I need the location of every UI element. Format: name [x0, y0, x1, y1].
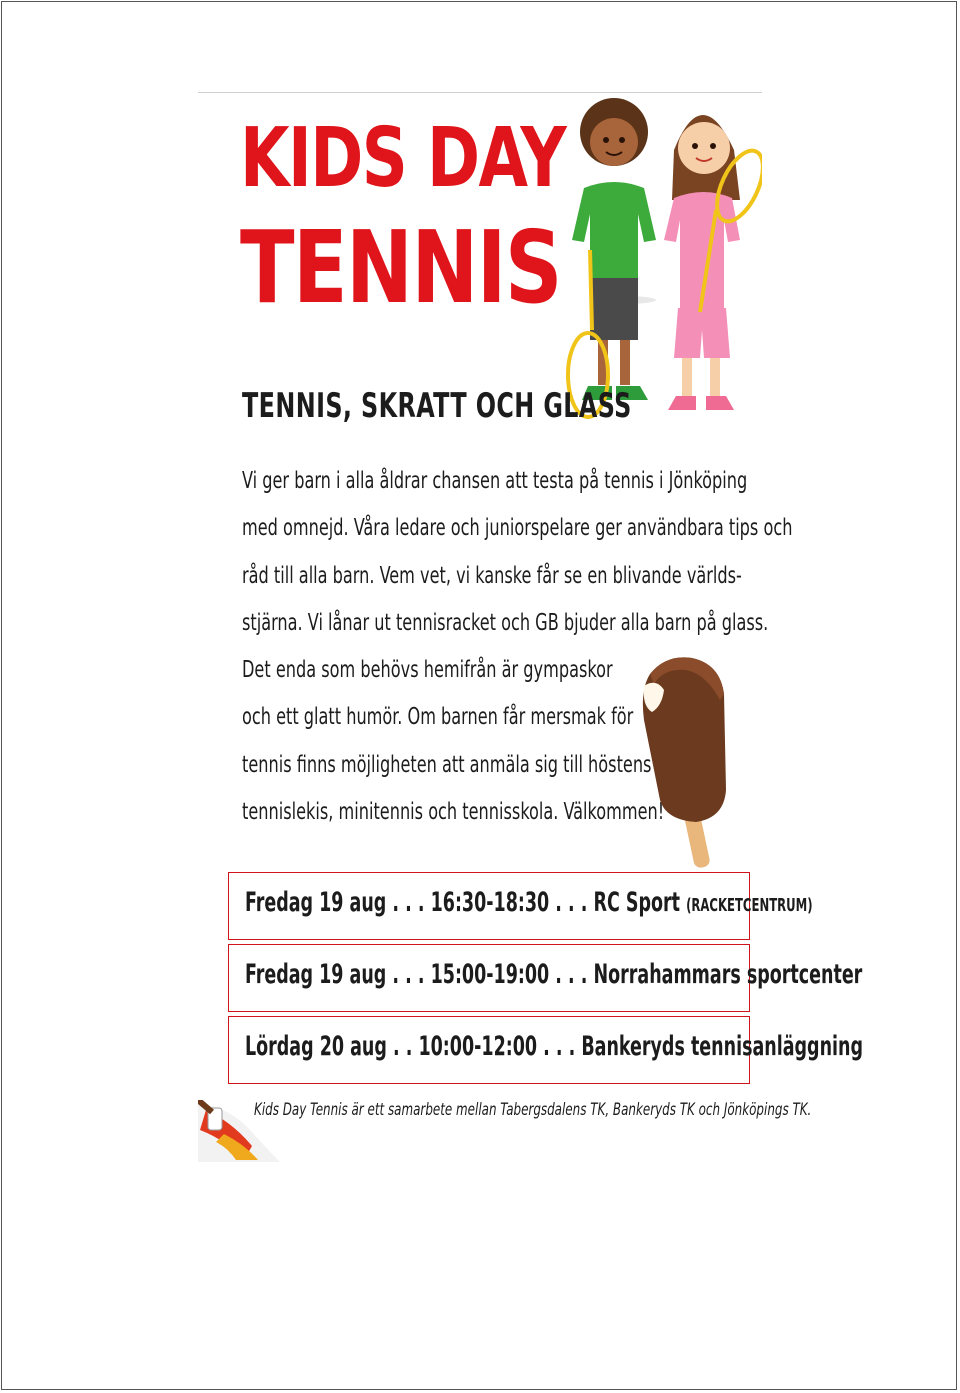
schedule-separator: . . .	[549, 887, 594, 918]
flyer	[198, 90, 863, 1165]
schedule-separator: . . .	[386, 959, 431, 990]
body-line: med omnejd. Våra ledare och juniorspelare ger användbara tips och	[242, 515, 793, 542]
schedule-row	[228, 944, 863, 1012]
schedule-time: 15:00-19:00	[430, 959, 550, 990]
ice-cream-bar-illustration	[636, 650, 732, 870]
schedule-place: RC Sport	[593, 887, 681, 918]
schedule-row-text	[245, 959, 862, 990]
body-line: Det enda som behövs hemifrån är gympaskor	[242, 657, 613, 684]
schedule-day: Fredag 19 aug	[245, 959, 387, 990]
schedule-separator: . .	[386, 1031, 419, 1062]
body-line: Vi ger barn i alla åldrar chansen att testa på tennis i Jönköping	[242, 468, 748, 494]
schedule-day: Fredag 19 aug	[245, 887, 387, 918]
body-line: tennislekis, minitennis och tennisskola. Välkommen!	[242, 799, 665, 826]
schedule-time: 10:00-12:00	[418, 1031, 538, 1062]
footer-note: Kids Day Tennis är ett samarbete mellan Tabergsdalens TK, Bankeryds TK och Jönköpings TK.	[254, 1100, 812, 1120]
schedule-place: Norrahammars sportcenter	[593, 959, 863, 990]
body-line: tennis finns möjligheten att anmäla sig till höstens	[242, 751, 652, 778]
schedule-row	[228, 1016, 863, 1084]
schedule-separator: . . .	[537, 1031, 582, 1062]
schedule-place-note: (RACKETCENTRUM)	[686, 895, 813, 916]
schedule-separator: . . .	[386, 887, 431, 918]
schedule-row-text	[245, 1031, 863, 1062]
schedule-time: 16:30-18:30	[430, 887, 550, 918]
subtitle: TENNIS, SKRATT OCH GLASS	[242, 386, 632, 426]
schedule-row	[228, 872, 813, 940]
schedule	[228, 872, 863, 1088]
schedule-row-text	[245, 887, 813, 918]
kids-with-rackets-illustration	[564, 90, 762, 490]
title-line-2: TENNIS	[240, 209, 561, 326]
title-line-1: KIDS DAY	[240, 111, 566, 206]
schedule-place: Bankeryds tennisanläggning	[581, 1031, 863, 1062]
body-line: stjärna. Vi lånar ut tennisracket och GB bjuder alla barn på glass.	[242, 609, 769, 636]
body-line: råd till alla barn. Vem vet, vi kanske får se en blivande världs-	[242, 562, 742, 589]
schedule-day: Lördag 20 aug	[245, 1031, 387, 1062]
body-line: och ett glatt humör. Om barnen får mersmak för	[242, 704, 634, 731]
schedule-separator: . . .	[549, 959, 594, 990]
